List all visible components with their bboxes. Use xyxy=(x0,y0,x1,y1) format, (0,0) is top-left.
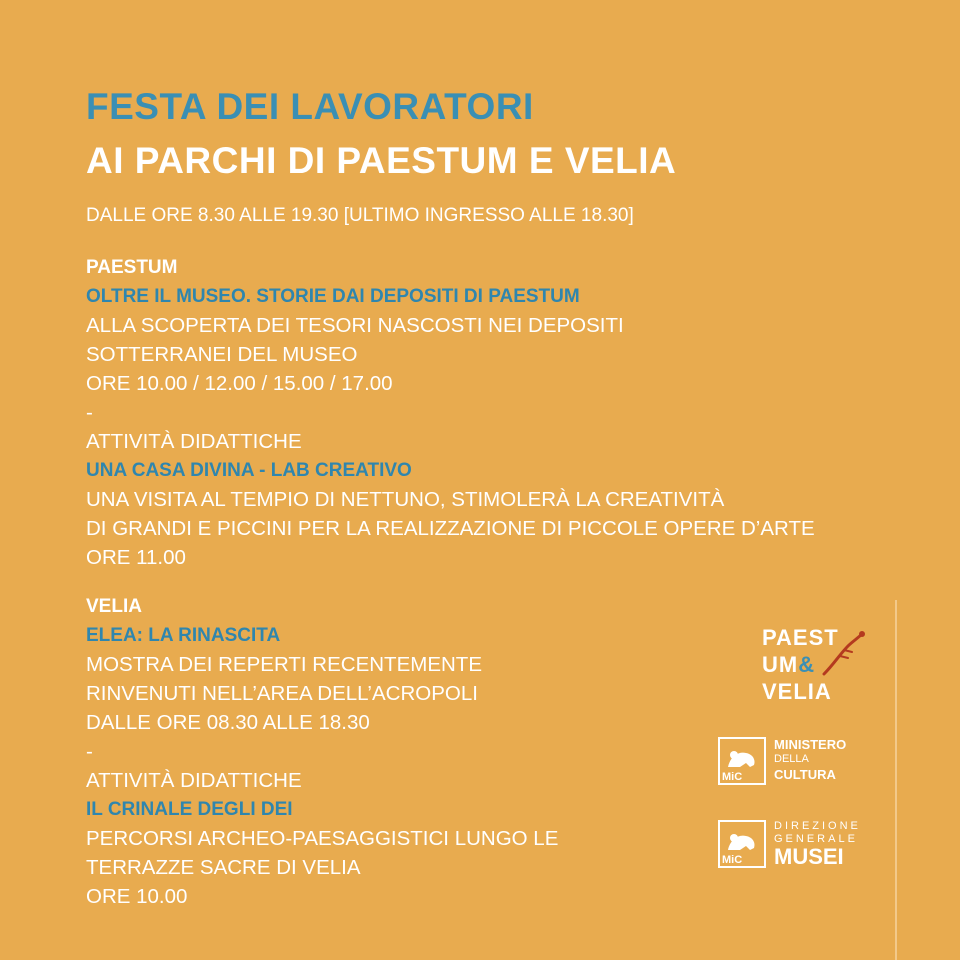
ministero-logo xyxy=(718,737,878,789)
velia-event1-title: ELEA: LA RINASCITA xyxy=(86,625,281,646)
velia-event2-title: IL CRINALE DEGLI DEI xyxy=(86,799,293,820)
ministero-line-3: CULTURA xyxy=(774,767,836,782)
paestum-event2-times: ORE 11.00 xyxy=(86,546,186,569)
direzione-musei-logo xyxy=(718,820,878,872)
pv-line-3: VELIA xyxy=(762,679,832,704)
pv-line-2a: UM xyxy=(762,652,799,677)
diver-icon xyxy=(818,628,868,678)
velia-event1-times: DALLE ORE 08.30 ALLE 18.30 xyxy=(86,711,370,734)
opening-hours: DALLE ORE 8.30 ALLE 19.30 [ULTIMO INGRESSO ALLE 18.30] xyxy=(86,205,634,226)
paestum-event1-title: OLTRE IL MUSEO. STORIE DAI DEPOSITI DI PAESTUM xyxy=(86,286,580,307)
paestum-event1-times: ORE 10.00 / 12.00 / 15.00 / 17.00 xyxy=(86,372,393,395)
velia-event1-desc1: MOSTRA DEI REPERTI RECENTEMENTE xyxy=(86,653,483,676)
velia-event2-desc2: TERRAZZE SACRE DI VELIA xyxy=(86,856,361,879)
direzione-line-3: MUSEI xyxy=(774,844,844,869)
paestum-heading: PAESTUM xyxy=(86,257,178,278)
velia-separator: - xyxy=(86,740,93,763)
velia-event2-times: ORE 10.00 xyxy=(86,885,188,908)
paestum-event2-category: ATTIVITÀ DIDATTICHE xyxy=(86,430,302,453)
velia-event2-category: ATTIVITÀ DIDATTICHE xyxy=(86,769,302,792)
velia-event1-desc2: RINVENUTI NELL’AREA DELL’ACROPOLI xyxy=(86,682,478,705)
direzione-line-2: GENERALE xyxy=(774,833,858,845)
paestum-event1-desc2: SOTTERRANEI DEL MUSEO xyxy=(86,343,358,366)
paestum-event2-title: UNA CASA DIVINA - LAB CREATIVO xyxy=(86,460,412,481)
title-line-1: FESTA DEI LAVORATORI xyxy=(86,86,534,127)
paestum-event1-desc1: ALLA SCOPERTA DEI TESORI NASCOSTI NEI DEPOSITI xyxy=(86,314,624,337)
ministero-line-1: MINISTERO xyxy=(774,737,847,752)
title-line-2: AI PARCHI DI PAESTUM E VELIA xyxy=(86,140,677,181)
mic-emblem xyxy=(718,737,766,785)
ministero-line-2: DELLA xyxy=(774,753,809,765)
direzione-line-1: DIREZIONE xyxy=(774,820,861,832)
direzione-label xyxy=(774,820,861,868)
pv-ampersand: & xyxy=(798,652,816,677)
paestum-event2-desc1: UNA VISITA AL TEMPIO DI NETTUNO, STIMOLERÀ LA CREATIVITÀ xyxy=(86,488,725,511)
paestum-section xyxy=(86,253,906,572)
mic-emblem-2 xyxy=(718,820,766,868)
velia-event2-desc1: PERCORSI ARCHEO-PAESAGGISTICI LUNGO LE xyxy=(86,827,559,850)
mic-tag: MiC xyxy=(722,771,743,783)
pv-line-1: PAEST xyxy=(762,625,839,650)
ministero-label xyxy=(774,737,846,782)
paestum-separator: - xyxy=(86,401,93,424)
velia-heading: VELIA xyxy=(86,596,142,617)
mic-tag-2: MiC xyxy=(722,854,743,866)
vertical-divider xyxy=(895,600,897,960)
paestum-event2-desc2: DI GRANDI E PICCINI PER LA REALIZZAZIONE DI PICCOLE OPERE D’ARTE xyxy=(86,517,815,540)
